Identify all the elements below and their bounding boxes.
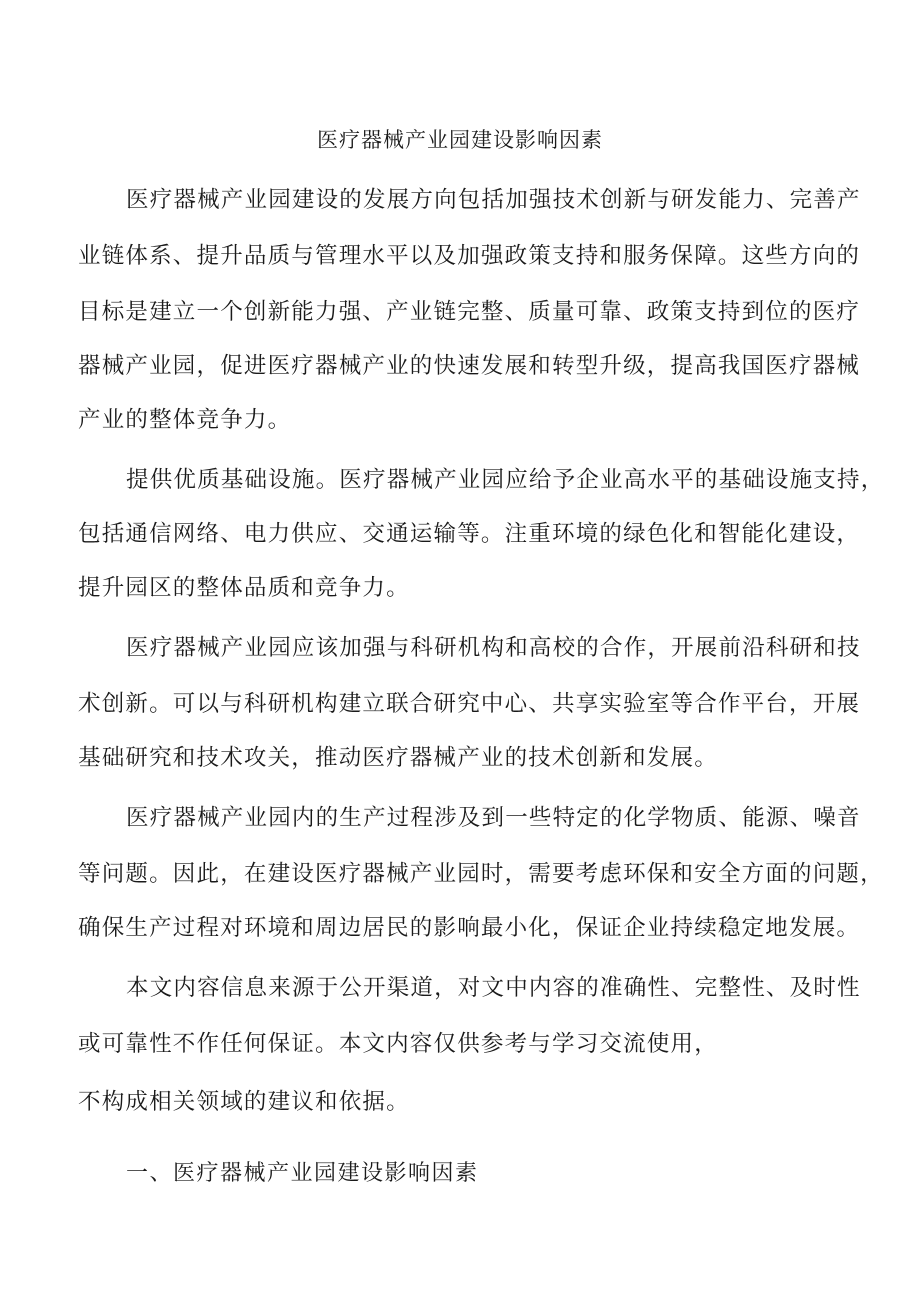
text-line: 不构成相关领域的建议和依据。 xyxy=(78,1089,410,1115)
text-line: 本文内容信息来源于公开渠道，对文中内容的准确性、完整性、及时性 xyxy=(126,975,861,1001)
section-heading: 一、医疗器械产业园建设影响因素 xyxy=(126,1161,479,1186)
text-line: 术创新。可以与科研机构建立联合研究中心、共享实验室等合作平台，开展 xyxy=(78,691,861,717)
text-line: 目标是建立一个创新能力强、产业链完整、质量可靠、政策支持到位的医疗 xyxy=(78,299,861,325)
text-line: 业链体系、提升品质与管理水平以及加强政策支持和服务保障。这些方向的 xyxy=(78,243,861,269)
text-line: 产业的整体竞争力。 xyxy=(78,407,292,433)
text-line: 基础研究和技术攻关，推动医疗器械产业的技术创新和发展。 xyxy=(78,745,718,771)
text-line: 器械产业园，促进医疗器械产业的快速发展和转型升级，提高我国医疗器械 xyxy=(78,353,861,379)
text-line: 包括通信网络、电力供应、交通运输等。注重环境的绿色化和智能化建设， xyxy=(78,521,861,547)
text-line: 医疗器械产业园应该加强与科研机构和高校的合作，开展前沿科研和技 xyxy=(126,635,861,661)
text-line: 等问题。因此，在建设医疗器械产业园时，需要考虑环保和安全方面的问题， xyxy=(78,861,884,887)
text-line: 医疗器械产业园内的生产过程涉及到一些特定的化学物质、能源、噪音 xyxy=(126,805,861,831)
text-line: 确保生产过程对环境和周边居民的影响最小化，保证企业持续稳定地发展。 xyxy=(78,915,861,941)
text-line: 医疗器械产业园建设的发展方向包括加强技术创新与研发能力、完善产 xyxy=(126,187,861,213)
text-line: 提升园区的整体品质和竞争力。 xyxy=(78,575,410,601)
text-line: 提供优质基础设施。医疗器械产业园应给予企业高水平的基础设施支持， xyxy=(126,467,885,493)
text-line: 或可靠性不作任何保证。本文内容仅供参考与学习交流使用， xyxy=(78,1031,718,1057)
document-title: 医疗器械产业园建设影响因素 xyxy=(317,128,603,152)
